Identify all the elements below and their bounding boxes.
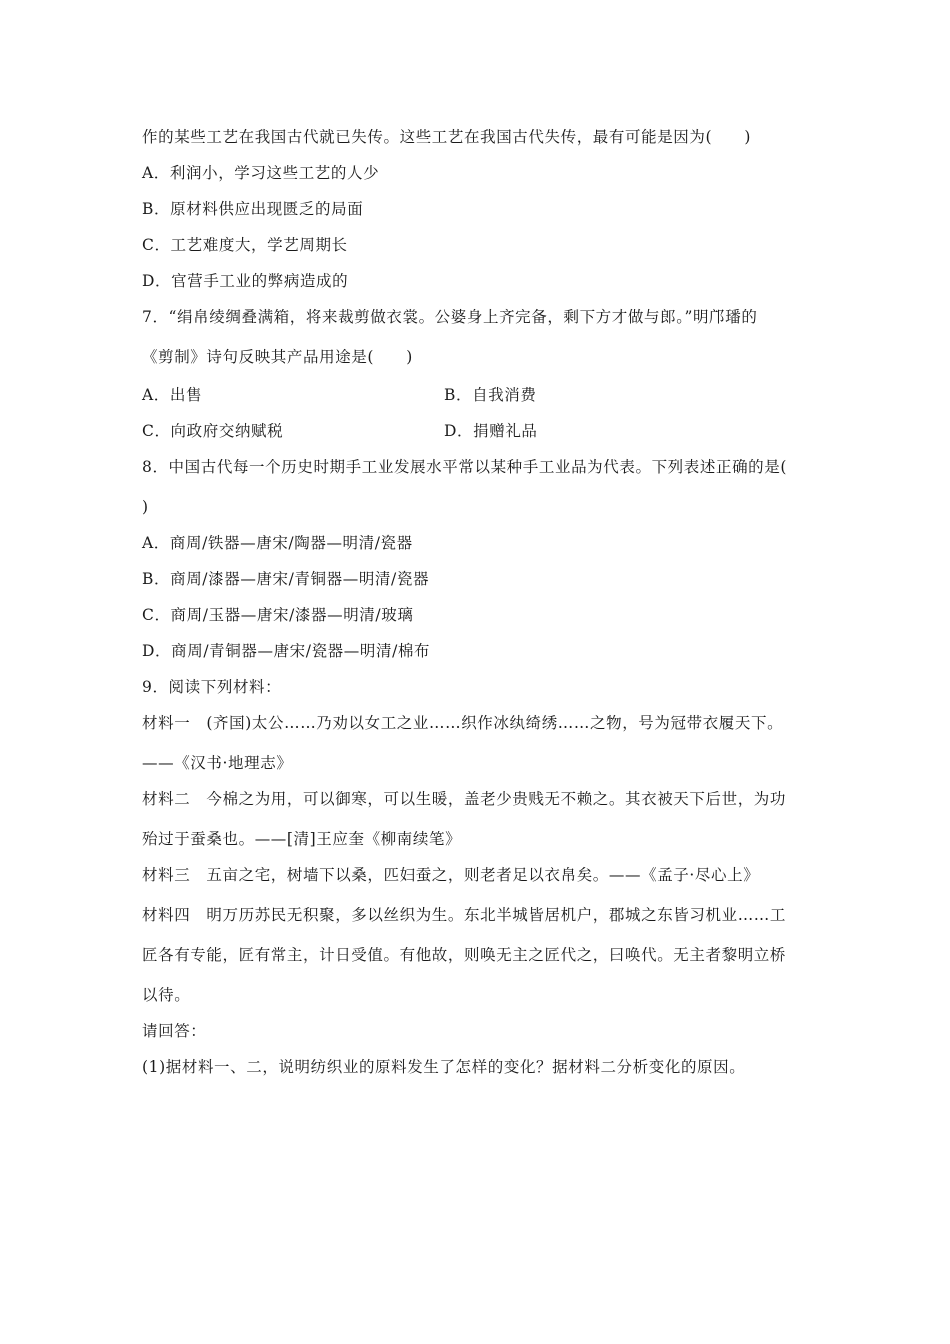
q9-ask: 请回答：	[142, 1022, 207, 1040]
q9-intro: 9．阅读下列材料：	[142, 678, 282, 696]
q9-material4-line3: 以待。	[142, 986, 191, 1004]
q6-option-c: C．工艺难度大，学艺周期长	[142, 236, 348, 254]
q9-material4-line2: 匠各有专能，匠有常主，计日受值。有他故，则唤无主之匠代之，曰唤代。无主者黎明立桥	[142, 946, 787, 964]
q8-stem-line1: 8．中国古代每一个历史时期手工业发展水平常以某种手工业品为代表。下列表述正确的是(	[142, 458, 788, 476]
q7-option-d: D．捐赠礼品	[444, 422, 538, 440]
q7-stem-line1: 7．“绢帛绫绸叠满箱，将来裁剪做衣裳。公婆身上齐完备，剩下方才做与郎。”明邝璠的	[142, 308, 758, 326]
q6-option-b: B．原材料供应出现匮乏的局面	[142, 200, 364, 218]
q6-option-d: D．官营手工业的弊病造成的	[142, 272, 349, 290]
q7-option-c: C．向政府交纳赋税	[142, 422, 284, 440]
q8-stem-line2: )	[142, 498, 149, 516]
q7-option-a: A．出售	[142, 386, 203, 404]
q9-material4-line1: 材料四 明万历苏民无积聚，多以丝织为生。东北半城皆居机户，郡城之东皆习机业……工	[142, 906, 787, 924]
q6-stem-tail: 作的某些工艺在我国古代就已失传。这些工艺在我国古代失传，最有可能是因为( )	[142, 128, 751, 146]
q8-option-b: B．商周/漆器—唐宋/青铜器—明清/瓷器	[142, 570, 430, 588]
q9-subquestion-1: (1)据材料一、二，说明纺织业的原料发生了怎样的变化？据材料二分析变化的原因。	[142, 1058, 746, 1076]
q7-option-b: B．自我消费	[444, 386, 537, 404]
q8-option-d: D．商周/青铜器—唐宋/瓷器—明清/棉布	[142, 642, 431, 660]
q7-stem-line2: 《剪制》诗句反映其产品用途是( )	[142, 348, 413, 366]
q9-material1-source: ——《汉书·地理志》	[142, 754, 293, 772]
q9-material3: 材料三 五亩之宅，树墙下以桑，匹妇蚕之，则老者足以衣帛矣。——《孟子·尽心上》	[142, 866, 760, 884]
q9-material2-line2: 殆过于蚕桑也。——[清]王应奎《柳南续笔》	[142, 830, 462, 848]
q9-material2-line1: 材料二 今棉之为用，可以御寒，可以生暖，盖老少贵贱无不赖之。其衣被天下后世，为功	[142, 790, 787, 808]
q8-option-c: C．商周/玉器—唐宋/漆器—明清/玻璃	[142, 606, 414, 624]
q8-option-a: A．商周/铁器—唐宋/陶器—明清/瓷器	[142, 534, 413, 552]
q6-option-a: A．利润小，学习这些工艺的人少	[142, 164, 380, 182]
q9-material1-line1: 材料一 (齐国)太公……乃劝以女工之业……织作冰纨绮绣……之物，号为冠带衣履天下。	[142, 714, 784, 732]
